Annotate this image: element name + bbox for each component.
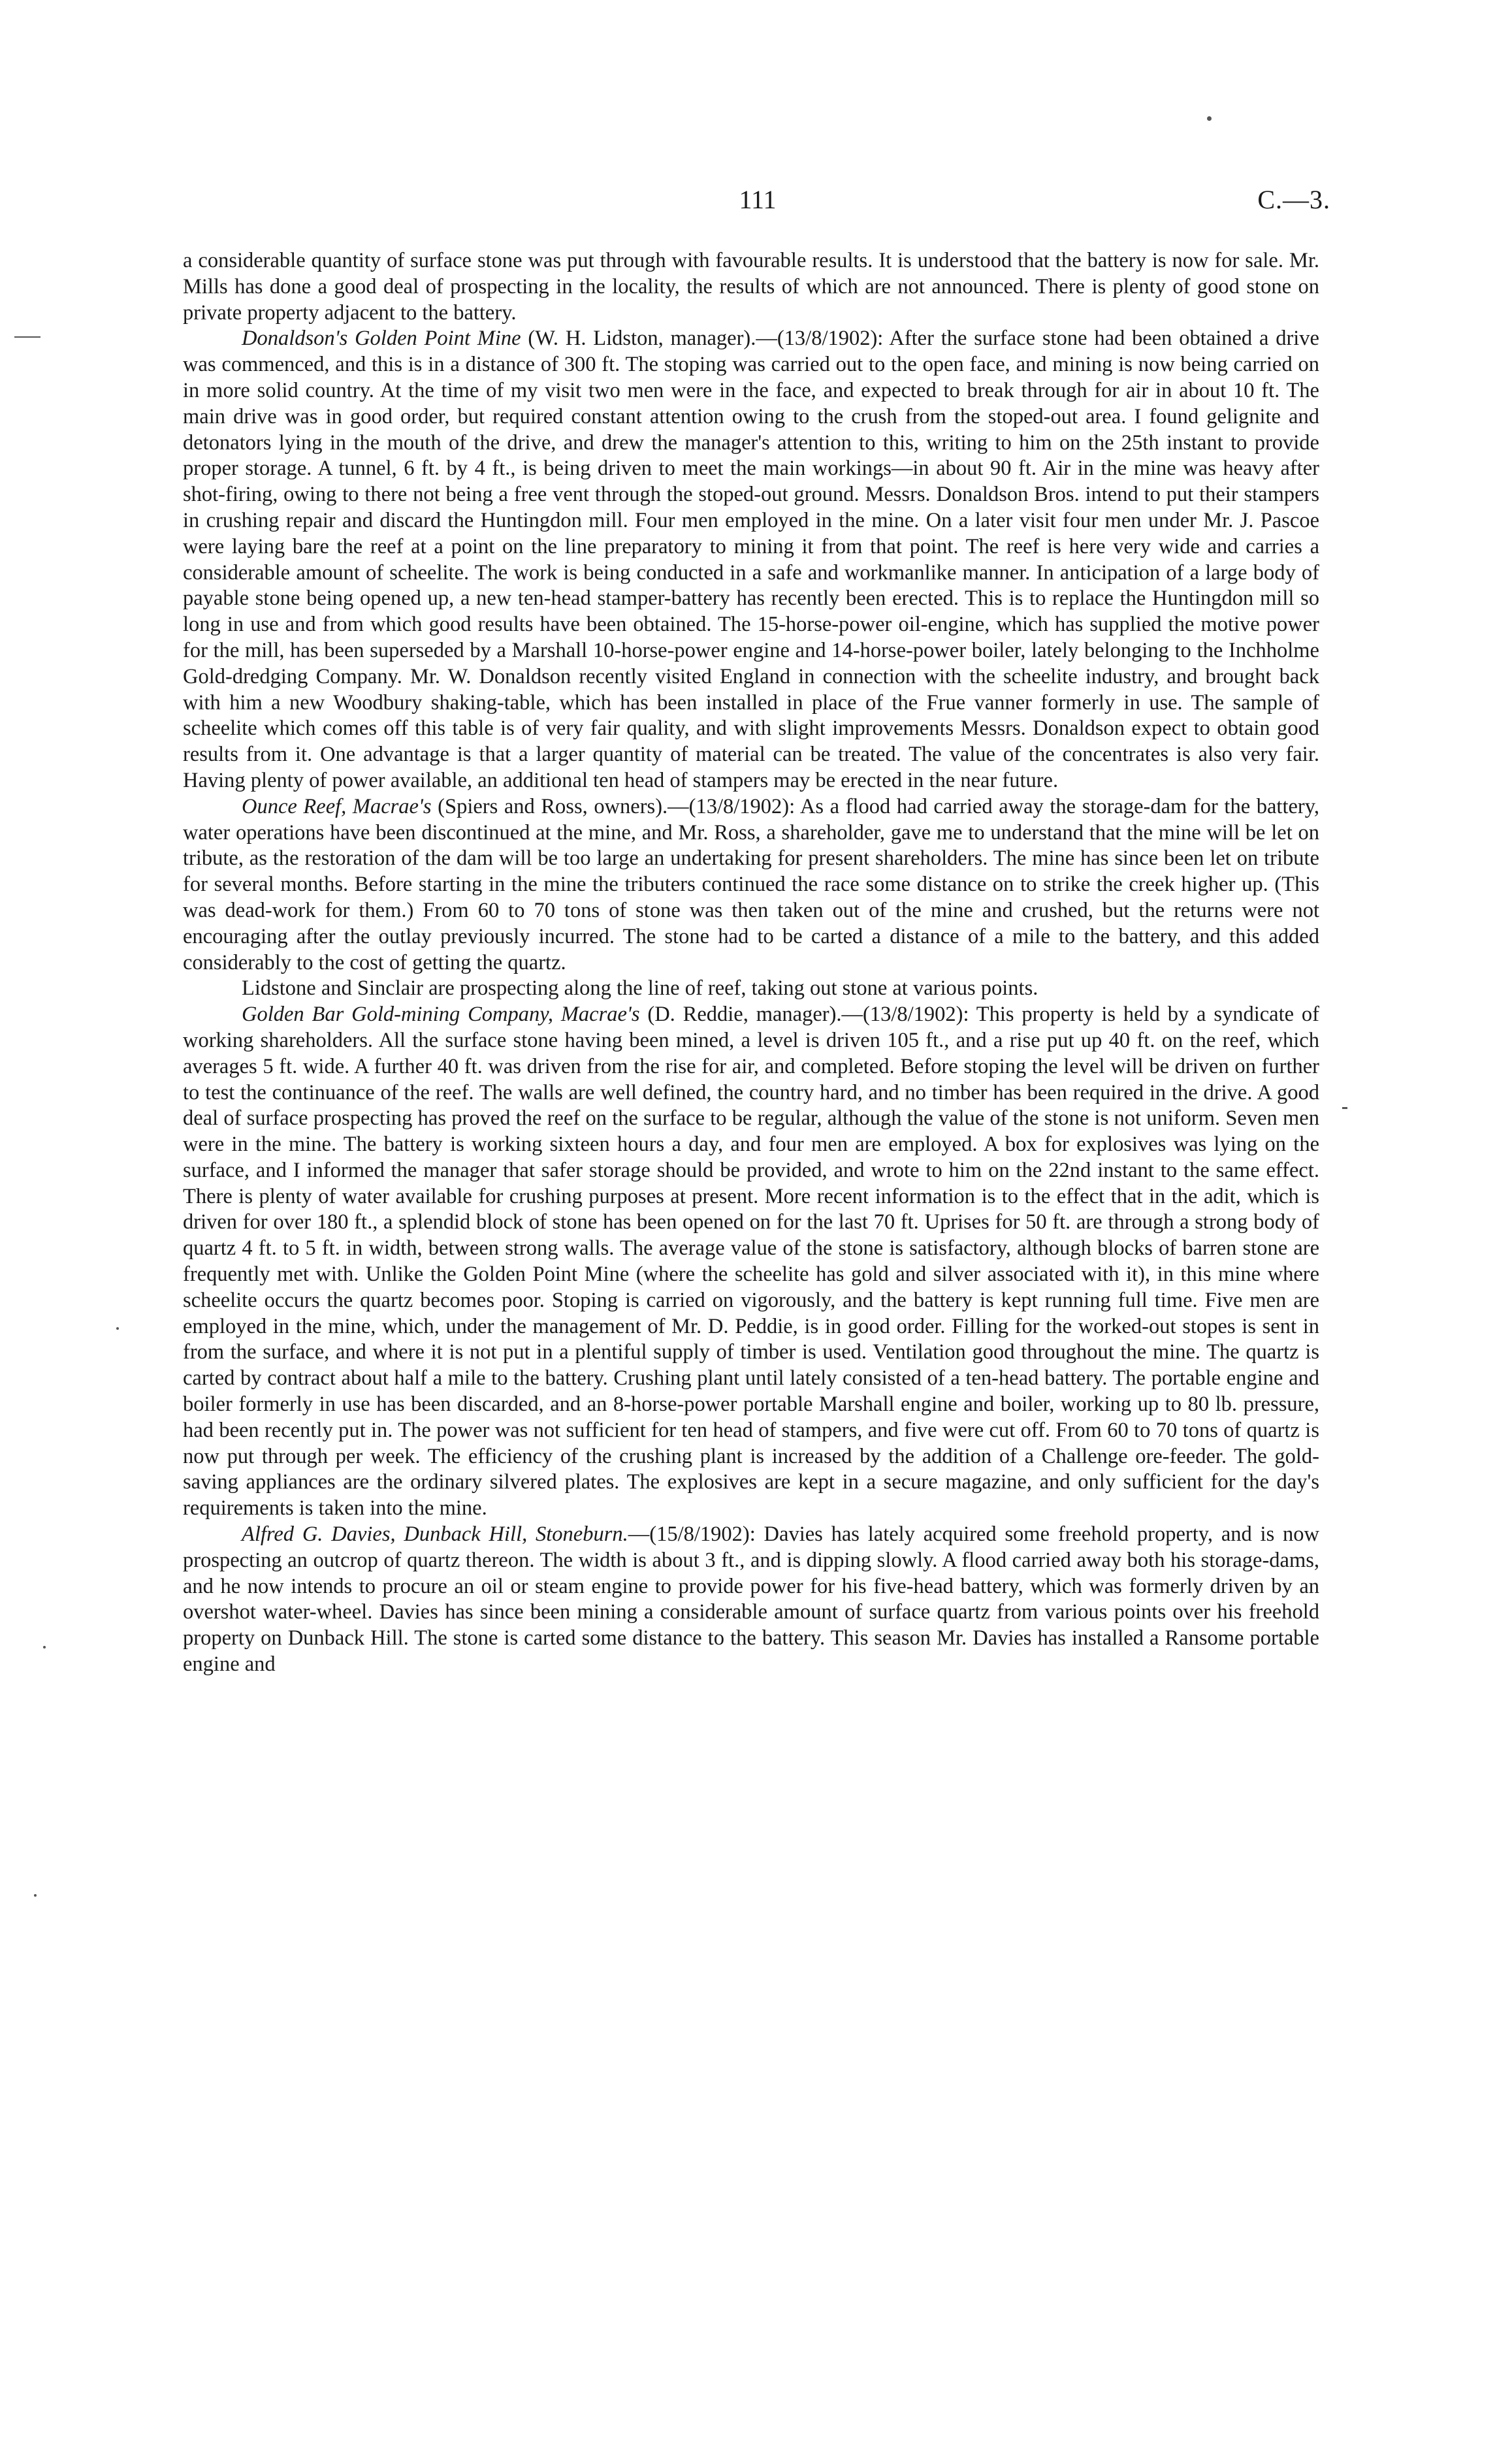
paragraph-heading: Donaldson's Golden Point Mine [242,327,521,351]
scan-speck [1207,116,1212,121]
paragraph-text: (D. Reddie, manager).—(13/8/1902): This property is held by a syndicate of working shareholders. All the surface stone having been mined, a level is driven 105 ft., and a rise put up 40 ft. on the reef, which averages 5 ft. wide. A further 40 ft. was driven from the rise for air, and completed. Before stoping the level will be driven on further to test the continuance of the reef. The walls are well defined, the country hard, and no timber has been required in the drive. A good deal of surface prospecting has proved the reef on the surface to be regular, although the value of the stone is not uniform. Seven men were in the mine. The battery is working sixteen hours a day, and four men are employed. A box for explosives was lying on the surface, and I informed the manager that safer storage should be provided, and wrote to him on the 22nd instant to the same effect. There is plenty of water available for crushing purposes at present. More recent information is to the effect that in the adit, which is driven for over 180 ft., a splendid block of stone has been opened on for the last 70 ft. Uprises for 50 ft. are through a strong body of quartz 4 ft. to 5 ft. in width, between strong walls. The average value of the stone is satisfactory, although blocks of barren stone are frequently met with. Unlike the Golden Point Mine (where the scheelite has gold and silver associated with it), in this mine where scheelite occurs the quartz becomes poor. Stoping is carried on vigorously, and the battery is kept running full time. Five men are employed in the mine, which, under the management of Mr. D. Peddie, is in good order. Filling for the worked-out stopes is sent in from the surface, and where it is not put in a plentiful supply of timber is used. Ventilation good throughout the mine. The quartz is carted by contract about half a mile to the battery. Crushing plant until lately consisted of a ten-head battery. The portable engine and boiler formerly in use has been discarded, and an 8-horse-power portable Marshall engine and boiler, working up to 80 lb. pressure, had been recently put in. The power was not sufficient for ten head of stampers, and five were cut off. From 60 to 70 tons of quartz is now put through per week. The efficiency of the crushing plant is increased by the addition of a Challenge ore-feeder. The gold-saving appliances are the ordinary silvered plates. The explosives are kept in a secure magazine, and only sufficient for the day's requirements is taken into the mine. [183,1003,1319,1520]
paragraph-heading: Ounce Reef, Macrae's [242,794,432,818]
document-reference: C.—3. [1257,185,1330,214]
margin-mark [14,336,40,338]
margin-mark [116,1327,119,1330]
paragraph-text: (Spiers and Ross, owners).—(13/8/1902): As a flood had carried away the storage-dam for the battery, water operations have been discontinued at the mine, and Mr. Ross, a shareholder, gave me to understand that the mine will be let on tribute, as the restoration of the dam will be too large an undertaking for present shareholders. The mine has since been let on tribute for several months. Before starting in the mine the tributers continued the race some distance on to strike the creek higher up. (This was dead-work for them.) From 60 to 70 tons of stone was then taken out of the mine and crushed, but the returns were not encouraging after the outlay previously incurred. The stone had to be carted a distance of a mile to the battery, and this added considerably to the cost of getting the quartz. [183,794,1319,974]
paragraph-text: a considerable quantity of surface stone was put through with favourable results. It is understood that the battery is now for sale. Mr. Mills has done a good deal of prospecting in the locality, the results of which are not announced. There is plenty of good stone on private property adjacent to the battery. [183,249,1319,325]
margin-mark [1342,1107,1347,1109]
paragraph-ounce-reef [183,794,1319,976]
margin-mark [43,1646,46,1649]
paragraph-donaldsons-golden-point-mine [183,326,1319,794]
paragraph-text: Lidstone and Sinclair are prospecting along the line of reef, taking out stone at various points. [242,976,1038,1001]
paragraph-continued [183,248,1319,326]
margin-mark [34,1894,37,1897]
paragraph-heading: Alfred G. Davies, Dunback Hill, Stoneburn. [242,1522,628,1547]
paragraph-alfred-davies [183,1522,1319,1678]
paragraph-text: —(15/8/1902): Davies has lately acquired some freehold property, and is now prospecting an outcrop of quartz thereon. The width is about 3 ft., and is dipping slowly. A flood carried away both his storage-dams, and he now intends to procure an oil or steam engine to provide power for his five-head battery, which was formerly driven by an overshot water-wheel. Davies has since been mining a considerable amount of surface quartz from various points over his freehold property on Dunback Hill. The stone is carted some distance to the battery. This season Mr. Davies has installed a Ransome portable engine and [183,1522,1320,1677]
report-body [183,248,1319,1678]
paragraph-lidstone-sinclair [183,976,1319,1002]
paragraph-text: (W. H. Lidston, manager).—(13/8/1902): After the surface stone had been obtained a drive was commenced, and this is in a distance of 300 ft. The stoping was carried out to the open face, and mining is now being carried on in more solid country. At the time of my visit two men were in the face, and expected to break through for air in about 10 ft. The main drive was in good order, but required constant attention owing to the crush from the stoped-out area. I found gelignite and detonators lying in the mouth of the drive, and drew the manager's attention to this, writing to him on the 25th instant to provide proper storage. A tunnel, 6 ft. by 4 ft., is being driven to meet the main workings—in about 90 ft. Air in the mine was heavy after shot-firing, owing to there not being a free vent through the stoped-out ground. Messrs. Donaldson Bros. intend to put their stampers in crushing repair and discard the Huntingdon mill. Four men employed in the mine. On a later visit four men under Mr. J. Pascoe were laying bare the reef at a point on the line preparatory to mining it from that point. The reef is here very wide and carries a considerable amount of scheelite. The work is being conducted in a safe and workmanlike manner. In anticipation of a large body of payable stone being opened up, a new ten-head stamper-battery has recently been erected. This is to replace the Huntingdon mill so long in use and from which good results have been obtained. The 15-horse-power oil-engine, which has supplied the motive power for the mill, has been superseded by a Marshall 10-horse-power engine and 14-horse-power boiler, lately belonging to the Inchholme Gold-dredging Company. Mr. W. Donaldson recently visited England in connection with the scheelite industry, and brought back with him a new Woodbury shaking-table, which has been installed in place of the Frue vanner formerly in use. The sample of scheelite which comes off this table is of very fair quality, and with slight improvements Messrs. Donaldson expect to obtain good results from it. One advantage is that a larger quantity of material can be treated. The value of the concentrates is also very fair. Having plenty of power available, an additional ten head of stampers may be erected in the near future. [183,327,1319,792]
paragraph-golden-bar [183,1002,1319,1522]
page-number: 111 [739,185,777,214]
paragraph-heading: Golden Bar Gold-mining Company, Macrae's [242,1003,640,1027]
